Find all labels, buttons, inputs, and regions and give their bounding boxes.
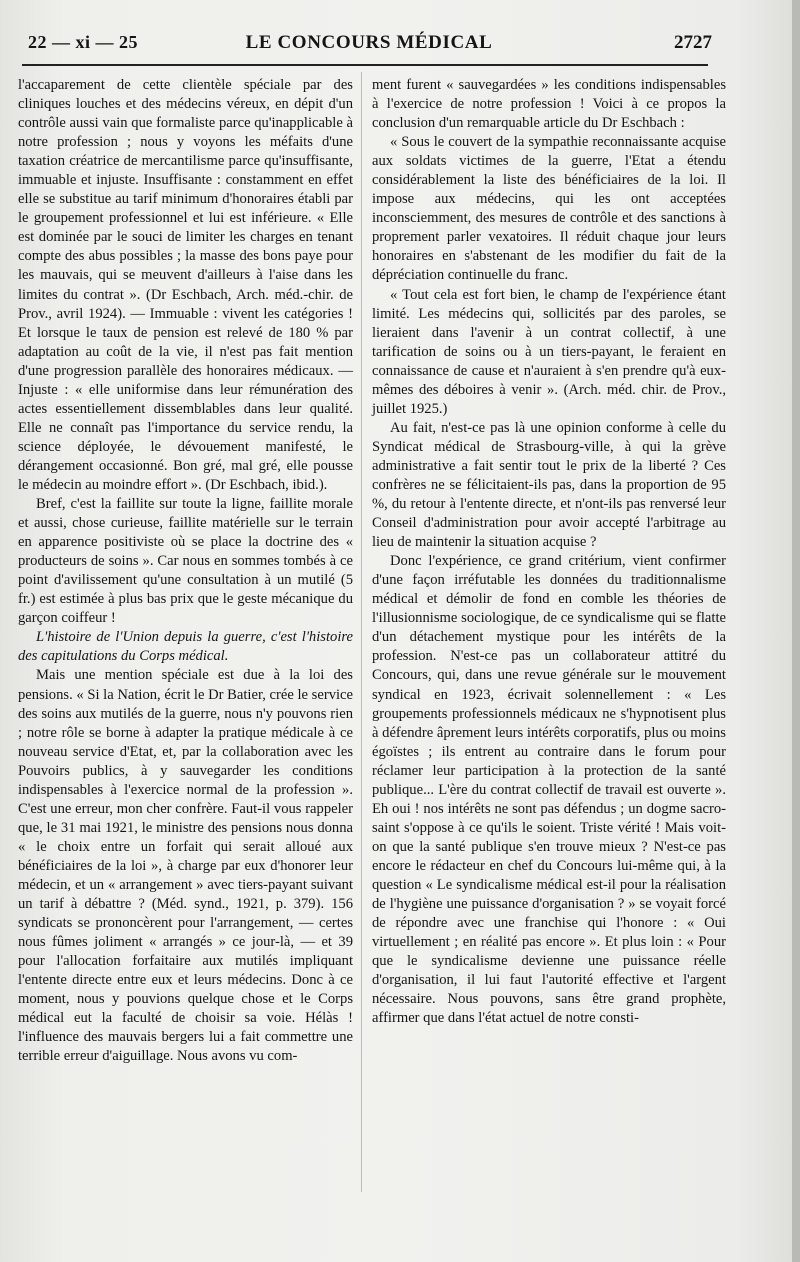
left-paragraph-1: l'accaparement de cette clientèle spéciale par des cliniques louches et des médecins véreux, en dépit d'un contrôle aussi vain que formaliste parce qu'inapplicable à notre profession ; nous y voyons les méfaits d'une taxation créatrice de mercantilisme parce qu'insuffisante, immuable et injuste. Insuffisante : constamment en effet elle se substitue au tarif minimum d'honoraires établi par le groupement professionnel et lui est inférieure. « Elle est dominée par le souci de limiter les charges en tenant compte des abus possibles ; la masse des bons paye pour les mauvais, qui se meuvent d'ailleurs à l'aise dans les limites du contrat ». (Dr Eschbach, Arch. méd.-chir. de Prov., avril 1924). — Immuable : vivent les catégories ! Et lorsque le taux de pension est relevé de 180 % par adaptation au coût de la vie, il n'est pas fait mention d'une progression parallèle des honoraires médicaux. — Injuste : « elle uniformise dans leur rémunération des actes essentiellement dissemblables dans leur qualité. Elle ne connaît pas l'importance du service rendu, la science déployée, le dévouement manifesté, le dérangement occasionné. Bon gré, mal gré, elle pousse le médecin au moindre effort ». (Dr Eschbach, ibid.). — [18, 77, 353, 493]
right-paragraph-1: ment furent « sauvegardées » les conditions indispensables à l'exercice de notre profession ! Voici à ce propos la conclusion d'un remarquable article du Dr Eschbach : — [372, 77, 726, 132]
left-paragraph-2: Bref, c'est la faillite sur toute la ligne, faillite morale et aussi, chose curieuse, faillite matérielle sur le terrain en apparence positiviste où se place la doctrine des « producteurs de soins ». Car nous en sommes tombés à ce point d'avilissement qu'une consultation à un mutilé (5 fr.) est estimée à plus bas prix que le geste mécanique du garçon coiffeur ! — [18, 496, 353, 627]
page-edge-shadow — [792, 0, 800, 1262]
header-rule — [22, 64, 708, 66]
header-date: 22 — xi — 25 — [28, 32, 139, 52]
right-paragraph-5: Donc l'expérience, ce grand critérium, vient confirmer d'une façon irréfutable les données du traditionnalisme médical et démolir de fond en comble les théories de l'illusionnisme sociologique, de ce syndicalisme qui se flatte d'un détachement mystique pour les intérêts de la profession. N'est-ce pas un collaborateur attitré du Concours, qui, dans une revue générale sur le mouvement syndical en 1923, écrivait solennellement : « Les groupements professionnels médicaux ne s'hypnotisent plus à défendre âprement leurs intérêts corporatifs, plus ou moins égoïstes ; ils entrent au contraire dans le forum pour réclamer leur participation à la protection de la santé publique... L'ère du contrat collectif de travail est ouverte ». Eh oui ! nos intérêts ne sont pas défendus ; un dogme sacro-saint s'oppose à ce qu'ils le soient. Triste vérité ! Mais voit-on que la santé publique s'en trouve mieux ? N'est-ce pas encore le rédacteur en chef du Concours lui-même qui, à la question « Le syndicalisme médical est-il pour la réalisation de l'hygiène une puissance d'organisation ? » se voyait forcé de répondre avec une franchise qui l'honore : « Oui virtuellement ; en réalité pas encore ». Et plus loin : « Pour que le syndicalisme devienne une puissance réelle d'organisation, il lui faut l'autorité effective et l'argent nécessaire. Nous pouvons, sans être grand prophète, affirmer que dans l'état actuel de notre consti- — [372, 553, 726, 1027]
right-paragraph-4: Au fait, n'est-ce pas là une opinion conforme à celle du Syndicat médical de Strasbourg-ville, à qui la grève administrative a fait sentir tout le prix de la liberté ? Ces confrères ne se félicitaient-ils pas, dans la proportion de 95 %, du retour à l'entente directe, et n'ont-ils pas renversé leur Conseil d'administration pour avoir accepté l'arbitrage au lieu de maintenir la situation acquise ? — [372, 419, 726, 551]
left-paragraph-4: Mais une mention spéciale est due à la loi des pensions. « Si la Nation, écrit le Dr Batier, crée le service des soins aux mutilés de la guerre, nous n'y pouvons rien ; notre rôle se borne à adapter la pratique médicale à ce nouveau service d'Etat, et, par la collaboration avec les Pouvoirs publics, à y sauvegarder les conditions indispensables à l'exercice normal de la profession ». C'est une erreur, mon cher confrère. Faut-il vous rappeler que, le 31 mai 1921, le ministre des pensions nous donna « le choix entre un forfait qui serait alloué aux bénéficiaires de la loi », à charge par eux d'honorer leur médecin, et un « arrangement » avec tiers-payant suivant un tarif à débattre ? (Méd. synd., 1921, p. 379). 156 syndicats se prononcèrent pour l'arrangement, — certes nous fûmes joliment « arrangés » ce jour-là, — et 39 pour l'allocation forfaitaire aux mutilés impliquant l'entente directe entre eux et leurs médecins. Donc à ce moment, nous y pouvions quelque chose et le Corps médical eut la faculté de choisir sa voie. Hélàs ! l'influence des mauvais bergers lui a fait commettre une terrible erreur d'aiguillage. Nous avons vu com- — [18, 667, 353, 1065]
right-paragraph-3: « Tout cela est fort bien, le champ de l'expérience étant limité. Les médecins qui, sollicités par des paroles, se lieraient dans l'avenir à un contrat collectif, à une tarification de soins ou à un tiers-payant, le feraient en connaissance de cause et n'auraient à s'en prendre qu'à eux-mêmes des déboires à venir ». (Arch. méd. chir. de Prov., juillet 1925.) — [372, 286, 726, 417]
header-page-number: 2727 — [674, 32, 712, 53]
right-column — [372, 76, 726, 1028]
right-paragraph-2: « Sous le couvert de la sympathie reconnaissante acquise aux soldats victimes de la guerre, l'Etat a étendu considérablement la liste des bénéficiaires de la loi. Il impose aux médecins, qui les ont acceptées inconsciemment, des mesures de contrôle et des sanctions à proprement parler vexatoires. Il réduit chaque jour leurs honoraires en s'abstenant de les modifier du fait de la dépréciation continuelle du franc. — [372, 134, 726, 284]
left-paragraph-3: L'histoire de l'Union depuis la guerre, c'est l'histoire des capitulations du Corps médical. — [18, 629, 353, 665]
header-journal-title: LE CONCOURS MÉDICAL — [245, 32, 493, 53]
left-column — [18, 76, 353, 1066]
running-header — [28, 30, 710, 56]
column-divider — [361, 72, 362, 1192]
